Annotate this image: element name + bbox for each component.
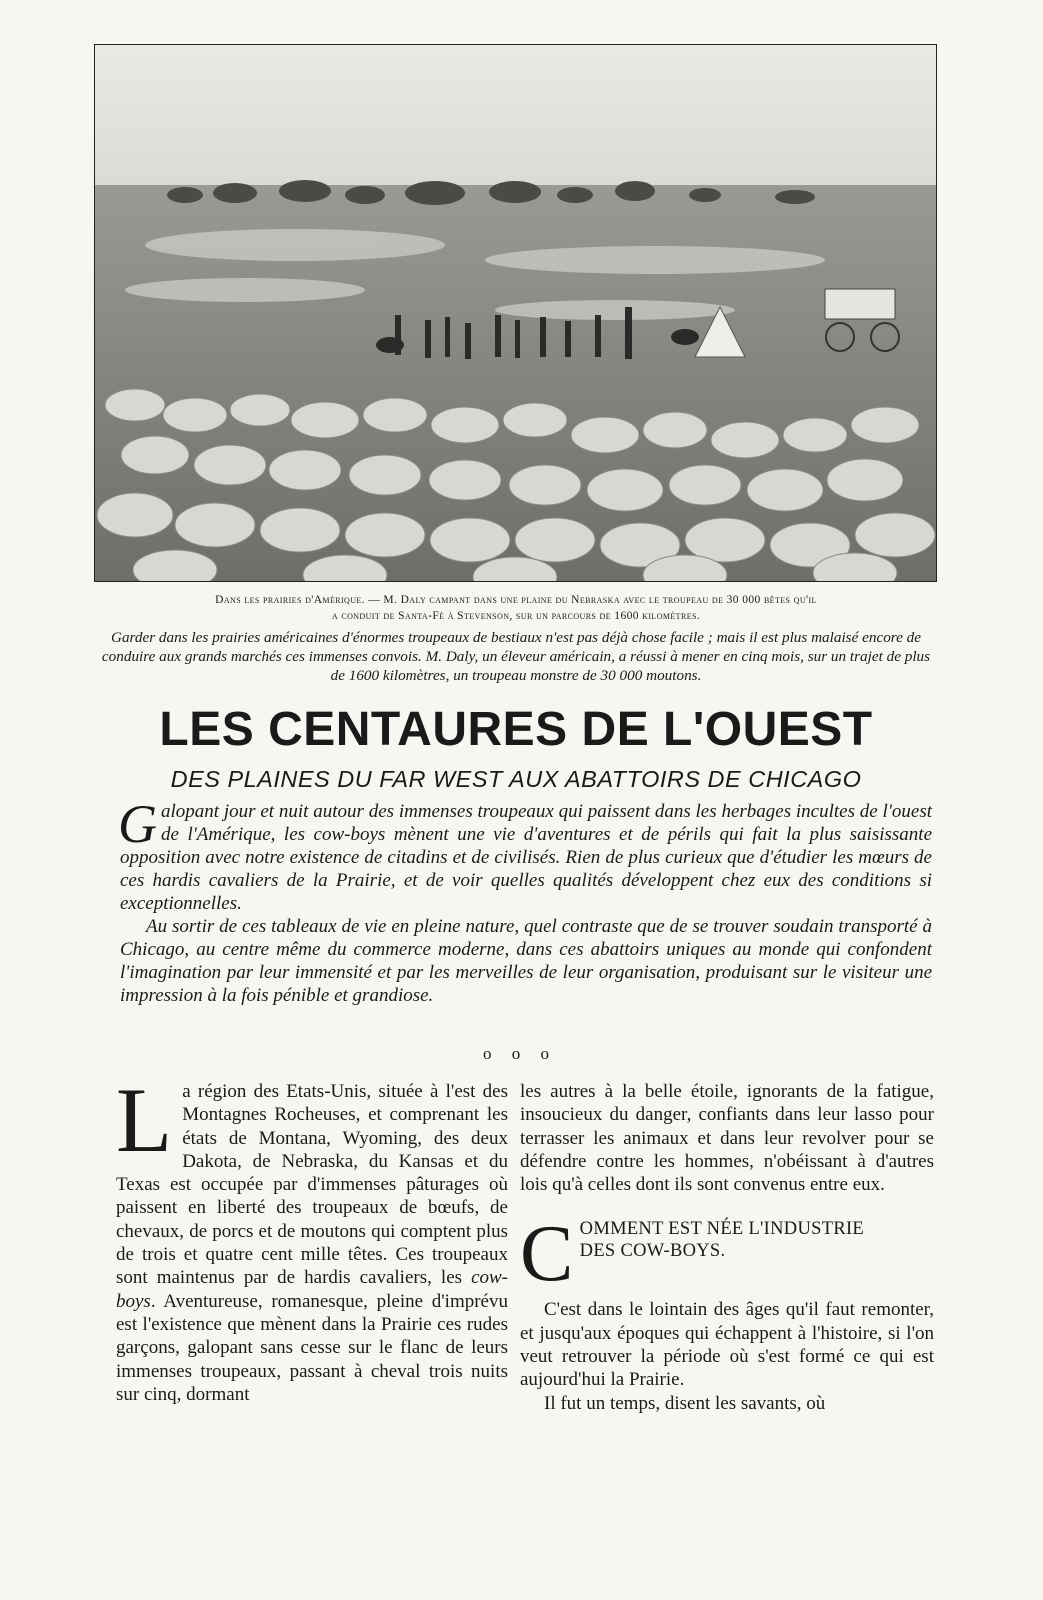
article-title: LES CENTAURES DE L'OUEST — [159, 703, 873, 756]
column-left-text-b: . Aventureuse, romanesque, pleine d'imprévu est l'existence que mènent dans la Prairie ces rudes garçons, galopant sans cesse sur le flanc de leurs immenses troupeaux, passant à cheval trois nuits sur cinq, dormant — [116, 1290, 508, 1405]
photo-description: Garder dans les prairies américaines d'énormes troupeaux de bestiaux n'est pas déjà chose facile ; mais il est plus malaisé encore de conduire aux grands marchés ces immenses convois. M. Daly, un éleveur américain, a réussi à mener en cinq mois, sur un trajet de plus de 1600 kilomètres, un troupeau monstre de 30 000 moutons. — [101, 629, 931, 684]
section-separator: o o o — [483, 1044, 557, 1063]
article-column-right — [520, 1080, 934, 1415]
column-left-emphasis: cow-boys — [116, 1267, 508, 1312]
column-right-paragraph-1: les autres à la belle étoile, ignorants de la fatigue, insoucieux du danger, confiants dans leur lasso pour terrasser les animaux et dans leur revolver pour se défendre contre les hommes, n'obéissant à d'autres lois qu'à celles dont ils sont convenus entre eux. — [520, 1081, 934, 1196]
drop-cap-l: L — [116, 1069, 173, 1171]
photo-caption-line-2: a conduit de Santa-Fé à Stevenson, sur un parcours de 1600 kilomètres. — [331, 610, 701, 622]
article-intro — [118, 794, 932, 1007]
drop-cap-c: C — [520, 1210, 574, 1299]
intro-paragraph-2: Au sortir de ces tableaux de vie en pleine nature, quel contraste que de se trouver soudain transporté à Chicago, au centre même du commerce moderne, dans ces abattoirs uniques au monde qui confondent l'imagination par leur immensité et par les merveilles de leur organisation, produisant sur le visiteur une impression à la fois pénible et grandiose. — [120, 916, 932, 1006]
prairie-photograph — [94, 44, 937, 582]
column-right-paragraph-3: Il fut un temps, disent les savants, où — [544, 1392, 826, 1414]
intro-paragraph-1 — [118, 794, 932, 915]
article-subtitle: DES PLAINES DU FAR WEST AUX ABATTOIRS DE CHICAGO — [170, 766, 862, 792]
photo-caption — [96, 592, 936, 624]
column-left-text-a: a région des Etats-Unis, située à l'est des Montagnes Rocheuses, et comprenant les états de Montana, Wyoming, des deux Dakota, de Nebraska, du Kansas et du Texas est occupée par d'immenses pâturages où paissent en liberté des troupeaux de bœufs, de chevaux, de porcs et de moutons qui comptent plus de trois et quatre cent mille têtes. Ces troupeaux sont maintenus par de hardis cavaliers, les — [116, 1081, 508, 1289]
section-heading — [520, 1210, 934, 1299]
intro-initial: G — [118, 794, 157, 854]
intro-paragraph-1-text: alopant jour et nuit autour des immenses troupeaux qui paissent dans les herbages incultes de l'ouest de l'Amérique, les cow-boys mènent une vie d'aventures et de périls qui fait la plus saisissante opposition avec notre existence de citadins et de civilisés. Rien de plus curieux que d'étudier les mœurs de ces hardis cavaliers de la Prairie, et de voir quelles qualités développent chez eux des conditions si exceptionnelles. — [120, 801, 932, 914]
column-right-paragraph-2: C'est dans le lointain des âges qu'il faut remonter, et jusqu'aux époques qui échappent à l'histoire, si l'on veut retrouver la période où s'est formé ce qui est aujourd'hui la Prairie. — [520, 1299, 934, 1391]
photo-illustration — [95, 45, 937, 582]
section-heading-line-1: OMMENT EST NÉE L'INDUSTRIE — [579, 1219, 865, 1240]
photo-caption-line-1: Dans les prairies d'Amérique. — M. Daly campant dans une plaine du Nebraska avec le troupeau de 30 000 bêtes qu'il — [215, 594, 817, 606]
column-left-paragraph — [116, 1069, 508, 1406]
section-heading-line-2: DES COW-BOYS. — [579, 1241, 726, 1262]
article-column-left — [116, 1069, 508, 1406]
